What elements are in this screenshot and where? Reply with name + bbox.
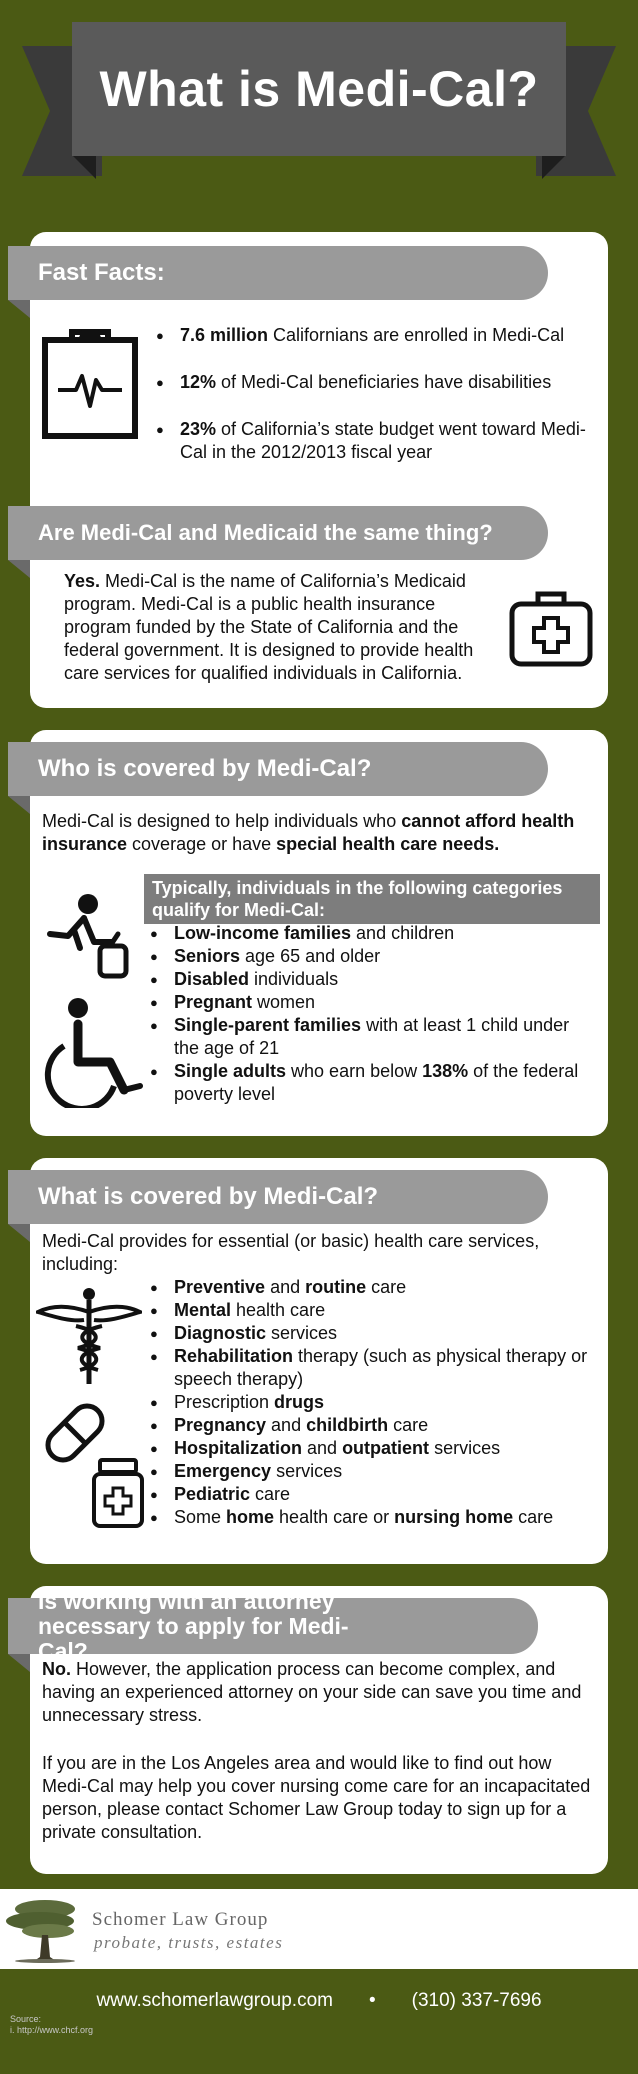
attorney-text-1: No. However, the application process can become complex, and having an experienced attorney on your side can save you time and unnecessary stress. [42,1659,582,1725]
same-thing-heading: Are Medi-Cal and Medicaid the same thing? [8,506,548,560]
what-covered-card [30,1158,608,1564]
list-item: ● Prescription drugs [148,1391,593,1414]
list-item: ● Single adults who earn below 138% of the federal poverty level [148,1060,588,1106]
fast-facts-card [30,232,608,708]
footer-logo-bar [0,1889,638,1969]
same-thing-text: Yes. Medi-Cal is the name of California’s Medicaid program. Medi-Cal is a public health insurance program funded by the State of California and the federal government. It is designed to provide health care services for qualified individuals in California. [64,571,474,683]
list-item: ● Preventive and routine care [148,1276,593,1299]
fast-facts-heading: Fast Facts: [8,246,548,300]
who-covered-card [30,730,608,1136]
list-item: ● Pregnant women [148,991,588,1014]
contact-separator: • [368,1990,376,2011]
caduceus-icon [36,1286,142,1386]
attorney-card [30,1586,608,1874]
list-item: ● 12% of Medi-Cal beneficiaries have disabilities [154,371,594,394]
first-aid-kit-icon [508,588,594,668]
firm-tagline: probate, trusts, estates [94,1933,284,1952]
source-label: Source: [10,2014,42,2024]
source-link[interactable]: i. http://www.chcf.org [10,2025,94,2035]
what-covered-list [148,1276,593,1529]
child-play-icon [44,890,134,980]
list-item: ● Mental health care [148,1299,593,1322]
list-item: ● 23% of California’s state budget went toward Medi-Cal in the 2012/2013 fiscal year [154,418,594,464]
phone-number[interactable]: (310) 337-7696 [411,1990,542,2011]
list-item: ● Diagnostic services [148,1322,593,1345]
tree-logo-icon [6,1895,84,1963]
list-item: ● Seniors age 65 and older [148,945,588,968]
who-covered-heading: Who is covered by Medi-Cal? [8,742,548,796]
list-item: ● 7.6 million Californians are enrolled in Medi-Cal [154,324,594,347]
firm-name: Schomer Law Group [92,1909,269,1930]
list-item: ● Pregnancy and childbirth care [148,1414,593,1437]
source-note [10,2014,93,2036]
who-covered-subhead: Typically, individuals in the following categories qualify for Medi-Cal: [144,874,600,924]
attorney-text-2: If you are in the Los Angeles area and would like to find out how Medi-Cal may help you cover nursing come care for an incapacitated person, please contact Schomer Law Group today to sign up for a private consultation. [42,1753,591,1842]
title-banner [72,22,566,156]
attorney-heading: Is working with an attorney necessary to apply for Medi-Cal? [8,1598,538,1654]
page-title: What is Medi-Cal? [99,61,539,117]
medicine-bottle-icon [90,1458,146,1528]
website-link[interactable]: www.schomerlawgroup.com [96,1990,333,2011]
contact-line [0,1990,638,2012]
list-item: ● Hospitalization and outpatient services [148,1437,593,1460]
header-banner [0,0,638,230]
list-item: ● Rehabilitation therapy (such as physical therapy or speech therapy) [148,1345,593,1391]
list-item: ● Single-parent families with at least 1 child under the age of 21 [148,1014,588,1060]
list-item: ● Some home health care or nursing home care [148,1506,593,1529]
fast-facts-list [154,324,594,464]
list-item: ● Emergency services [148,1460,593,1483]
what-covered-heading: What is covered by Medi-Cal? [8,1170,548,1224]
list-item: ● Pediatric care [148,1483,593,1506]
list-item: ● Disabled individuals [148,968,588,991]
who-covered-list [148,922,588,1106]
list-item: ● Low-income families and children [148,922,588,945]
wheelchair-icon [44,996,144,1108]
who-covered-intro: Medi-Cal is designed to help individuals who cannot afford health insurance coverage or have special health care needs. [42,811,575,854]
clipboard-heartbeat-icon [40,324,140,440]
what-covered-intro: Medi-Cal provides for essential (or basic) health care services, including: [42,1231,540,1274]
